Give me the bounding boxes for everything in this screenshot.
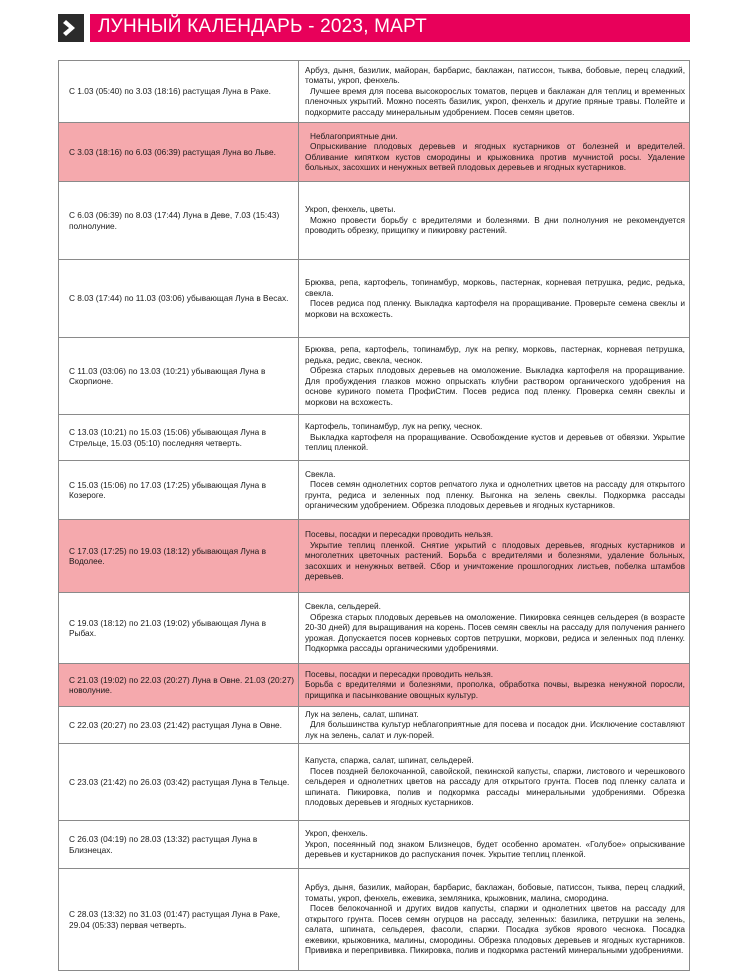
recommendations (299, 520, 690, 593)
moon-period: С 13.03 (10:21) по 15.03 (15:06) убывающая Луна в Стрельце, 15.03 (05:10) последняя четверть. (59, 415, 299, 461)
crops-list: Укроп, фенхель. (305, 828, 368, 839)
recommendations (299, 182, 690, 260)
lunar-calendar-table (58, 60, 690, 971)
recommendations (299, 744, 690, 821)
work-notes: Посев поздней белокочанной, савойской, пекинской капусты, спаржи, листового и черешкового сельдерея и однолетних цветов на рассаду для открытого грунта. Посев под пленку салата и шпината. Пикировка, полив и подкормка рассады минеральными удобрениями. Обрезка плодовых деревьев и ягодных кустарников. (305, 765, 685, 808)
crops-list: Посевы, посадки и пересадки проводить нельзя. (305, 668, 494, 679)
crops-list: Капуста, спаржа, салат, шпинат, сельдерей. (305, 755, 474, 766)
recommendations (299, 415, 690, 461)
table-row (59, 744, 690, 821)
page-title: ЛУННЫЙ КАЛЕНДАРЬ - 2023, МАРТ (98, 16, 427, 37)
moon-period: С 23.03 (21:42) по 26.03 (03:42) растущая Луна в Тельце. (59, 744, 299, 821)
table-row (59, 593, 690, 664)
moon-period: С 19.03 (18:12) по 21.03 (19:02) убывающая Луна в Рыбах. (59, 593, 299, 664)
work-notes: Лучшее время для посева высокорослых томатов, перцев и баклажан для теплиц и временных пленочных укрытий. Можно посеять базилик, укроп, фенхель и другие пряные травы. Полейте и подкормите рассаду минеральным удобрением. Посев семян цветов. (305, 85, 685, 117)
crops-list: Арбуз, дыня, базилик, майоран, барбарис, баклажан, патиссон, тыква, бобовые, перец сладкий, томаты, укроп, фенхель. (305, 64, 685, 86)
recommendations (299, 61, 690, 123)
recommendations (299, 593, 690, 664)
recommendations (299, 260, 690, 338)
page-header (58, 14, 690, 42)
work-notes: Опрыскивание плодовых деревьев и ягодных кустарников от болезней и вредителей. Обливание кипятком кустов смородины и крыжовника против мучнистой росы. Удаление больных, засохших и ненужных ветвей плодовых деревьев и ягодных кустарников. (305, 141, 685, 172)
table-row (59, 338, 690, 415)
table-row (59, 461, 690, 520)
table-row (59, 61, 690, 123)
work-notes: Укроп, посеянный под знаком Близнецов, будет особенно ароматен. «Голубое» опрыскивание деревьев и кустарников до распускания почек. Укрытие теплиц пленкой. (305, 838, 685, 860)
crops-list: Свекла. (305, 468, 336, 479)
table-row (59, 707, 690, 744)
table-row (59, 123, 690, 182)
chevron-right-icon (58, 14, 84, 42)
recommendations (299, 123, 690, 182)
moon-period: С 28.03 (13:32) по 31.03 (01:47) растущая Луна в Раке, 29.04 (05:33) первая четверть. (59, 869, 299, 971)
crops-list: Неблагоприятные дни. (310, 130, 398, 141)
recommendations (299, 869, 690, 971)
work-notes: Для большинства культур неблагоприятные для посева и посадок дни. Исключение составляют лук на зелень, салат и лук-порей. (305, 719, 685, 740)
crops-list: Лук на зелень, салат, шпинат. (305, 708, 419, 719)
recommendations (299, 461, 690, 520)
recommendations (299, 707, 690, 744)
work-notes: Посев семян однолетних сортов репчатого лука и однолетних цветов на рассаду для открытого грунта, редиса и зеленных под пленку. Выгонка на зелень свеклы. Подкормка рассады органическим удобрением. Обрезка плодовых деревьев и ягодных кустарников. (305, 479, 685, 510)
table-row (59, 415, 690, 461)
table-row (59, 821, 690, 869)
work-notes: Обрезка старых плодовых деревьев на омоложение. Пикировка сеянцев сельдерея (в возрасте 20-30 дней) для выращивания на корень. Посев семян свеклы на рассаду для получения раннего урожая. Допускается посев корневых сортов петрушки, моркови, редиса и зеленных под пленку. Подкормка рассады органическими удобрениями. (305, 611, 685, 654)
moon-period: С 8.03 (17:44) по 11.03 (03:06) убывающая Луна в Весах. (59, 260, 299, 338)
moon-period: С 3.03 (18:16) по 6.03 (06:39) растущая Луна во Льве. (59, 123, 299, 182)
moon-period: С 17.03 (17:25) по 19.03 (18:12) убывающая Луна в Водолее. (59, 520, 299, 593)
table-row (59, 664, 690, 707)
work-notes: Посев белокочанной и других видов капусты, спаржи и однолетних цветов на рассаду для открытого грунта. Посев семян огурцов на рассаду, зеленных: базилика, петрушки на зелень, салата, шпината, сельдерея, фасоли, спаржи. Посадка зубков ярового чеснока. Посадка ежевики, крыжовника, малины, смородины. Обрезка плодовых деревьев и ягодных кустарников. Прививка и перепрививка. Пикировка, полив и подкормка растений минеральными удобрениями. (305, 903, 685, 956)
work-notes: Выкладка картофеля на проращивание. Освобождение кустов и деревьев от обвязки. Укрытие теплиц пленкой. (305, 431, 685, 453)
work-notes: Посев редиса под пленку. Выкладка картофеля на проращивание. Проверьте семена свеклы и моркови на всхожесть. (305, 298, 685, 319)
work-notes: Борьба с вредителями и болезнями, прополка, обработка почвы, вырезка ненужной поросли, прищипка и пасынкование овощных культур. (305, 679, 685, 700)
moon-period: С 26.03 (04:19) по 28.03 (13:32) растущая Луна в Близнецах. (59, 821, 299, 869)
recommendations (299, 821, 690, 869)
recommendations (299, 664, 690, 707)
table-row (59, 520, 690, 593)
moon-period: С 1.03 (05:40) по 3.03 (18:16) растущая Луна в Раке. (59, 61, 299, 123)
moon-period: С 15.03 (15:06) по 17.03 (17:25) убывающая Луна в Козероге. (59, 461, 299, 520)
work-notes: Укрытие теплиц пленкой. Снятие укрытий с плодовых деревьев, ягодных кустарников и многолетних цветочных растений. Борьба с вредителями и болезнями, удаление больных, засохших и ненужных ветвей. Сбор и уничтожение прошлогодних листьев, побелка штамбов деревьев. (305, 539, 685, 582)
crops-list: Посевы, посадки и пересадки проводить нельзя. (305, 529, 494, 540)
crops-list: Свекла, сельдерей. (305, 601, 381, 612)
moon-period: С 22.03 (20:27) по 23.03 (21:42) растущая Луна в Овне. (59, 707, 299, 744)
title-bar (90, 14, 690, 42)
work-notes: Можно провести борьбу с вредителями и болезнями. В дни полнолуния не рекомендуется проводить обрезку, прищипку и пикировку растений. (305, 214, 685, 236)
moon-period: С 6.03 (06:39) по 8.03 (17:44) Луна в Деве, 7.03 (15:43) полнолуние. (59, 182, 299, 260)
table-row (59, 182, 690, 260)
table-row (59, 869, 690, 971)
moon-period: С 11.03 (03:06) по 13.03 (10:21) убывающая Луна в Скорпионе. (59, 338, 299, 415)
crops-list: Арбуз, дыня, базилик, майоран, барбарис, баклажан, бобовые, патиссон, тыква, перец сладкий, томаты, укроп, фенхель, ежевика, земляника, крыжовник, малина, смородина. (305, 882, 685, 903)
work-notes: Обрезка старых плодовых деревьев на омоложение. Выкладка картофеля на проращивание. Для пробуждения глазков можно опрыскать клубни раствором органического удобрения на основе куриного помета ПрофиСтим. Посев редиса под пленку. Проверка семян свеклы и моркови на всхожесть. (305, 365, 685, 407)
crops-list: Брюква, репа, картофель, топинамбур, морковь, пастернак, корневая петрушка, редис, редька, свекла. (305, 277, 685, 298)
crops-list: Укроп, фенхель, цветы. (305, 204, 396, 215)
moon-period: С 21.03 (19:02) по 22.03 (20:27) Луна в Овне. 21.03 (20:27) новолуние. (59, 664, 299, 707)
table-row (59, 260, 690, 338)
recommendations (299, 338, 690, 415)
crops-list: Брюква, репа, картофель, топинамбур, лук на репку, морковь, пастернак, корневая петрушка, редька, редис, свекла, чеснок. (305, 344, 685, 365)
crops-list: Картофель, топинамбур, лук на репку, чеснок. (305, 421, 483, 432)
